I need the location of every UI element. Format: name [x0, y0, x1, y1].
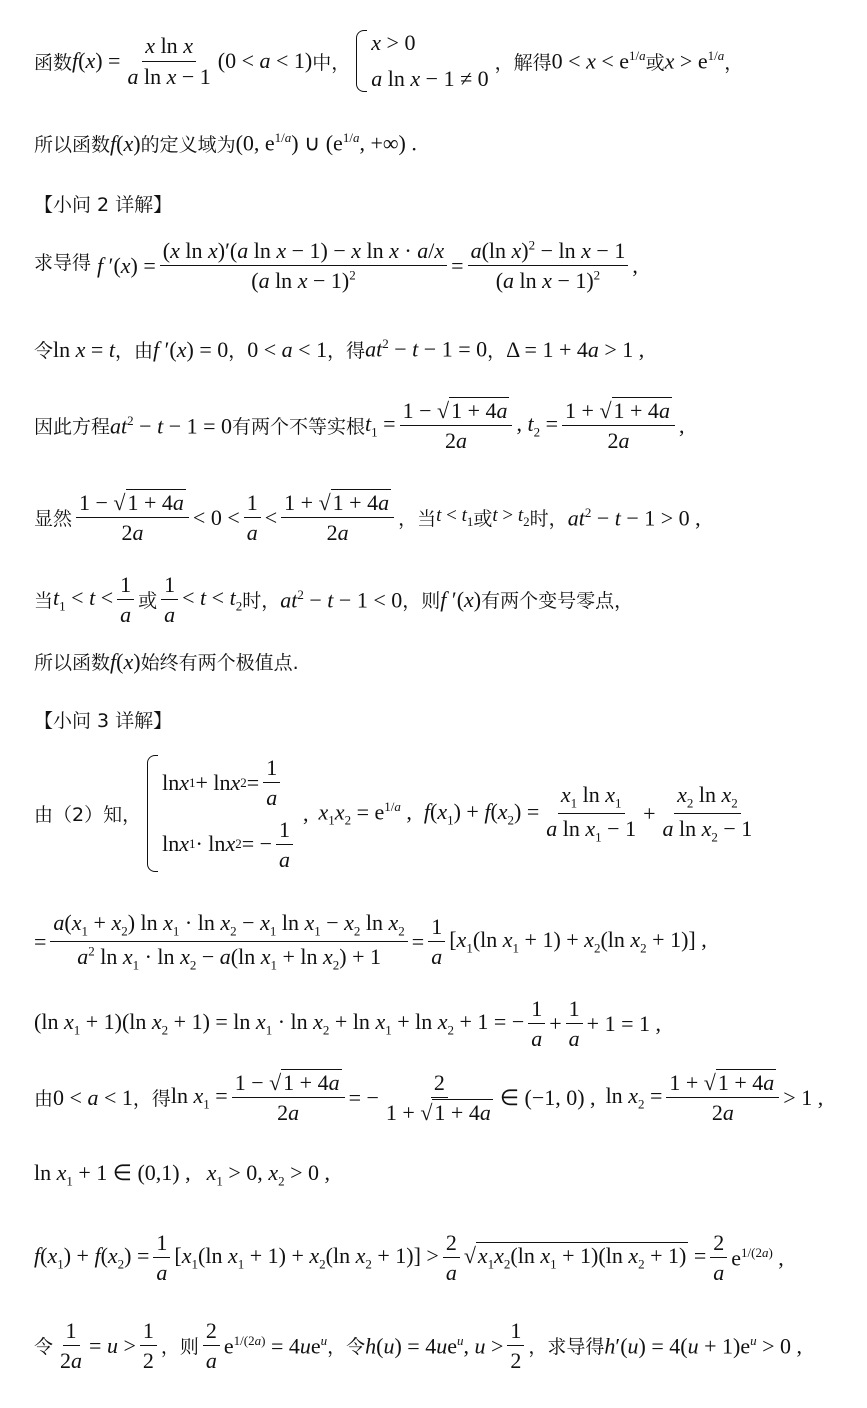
formula-domain: (0, $e^{1/a}$) ∪ ($e^{1/a}$, +∞) .	[235, 130, 417, 156]
text-from: ，由	[114, 340, 153, 362]
fraction-1-over-a-2: $\frac{1}{a}$	[117, 572, 134, 628]
formula-u-gt: = u >	[89, 1332, 136, 1358]
text-let-2: 令	[34, 1336, 54, 1359]
formula-t2: , $t_2$ =	[516, 411, 559, 440]
fraction-derivative-1: $\frac{\text{(x ln x)′(a ln x − 1) − x ln x · a/x}}{(a \ln x - 1)^2}$	[160, 238, 447, 294]
text-comma-3: ，	[487, 340, 507, 362]
fraction-t1: $\frac{1 - √1 + 4a}{2a}$	[400, 398, 513, 454]
formula-product-identity: (ln $x_1 + 1)(\ln$ $x_2 + 1) = \ln x_1 \cdot \ln x_2 + \ln x_1 + \ln x_2 + 1$ = −	[34, 1009, 525, 1038]
text-two-roots: 有两个不等实根	[232, 416, 366, 439]
formula-fx-2: f(x)	[110, 648, 141, 674]
formula-gt-1: > 1 ,	[783, 1084, 824, 1110]
fraction-rationalized: $\frac{2}{1 + √1 + 4a}$	[385, 1070, 491, 1126]
fraction-1-over-a-3: $\frac{1}{a}$	[161, 572, 178, 628]
line-domain-result	[34, 130, 417, 157]
system-domain: x > 0 a ln x − 1 ≠ 0	[356, 30, 488, 92]
formula-comma: ,	[632, 252, 638, 278]
formula-hu: $h(u) = 4ue^u$, u >	[365, 1332, 504, 1358]
formula-bracket-sum-2: [$x_1(\ln$ $x_1 + 1) + x_2(\ln$ $x_2 + 1$)] >	[174, 1243, 439, 1272]
text-sign-changes: 有两个变号零点，	[481, 590, 634, 613]
formula-sol2: $x > e^{1/a}$	[664, 47, 725, 74]
text-therefore-eq: 因此方程	[34, 416, 111, 439]
fraction-t2: $\frac{1 + √1 + 4a}{2a}$	[562, 398, 675, 454]
formula-plus: +	[643, 800, 656, 826]
formula-quadratic: $at^2 - t - 1 = 0$	[365, 336, 488, 362]
text-time-2: 时，	[242, 590, 281, 613]
text-let-3: ，令	[327, 1336, 366, 1359]
formula-result-1: + 1 = 1 ,	[586, 1010, 661, 1036]
formula-fprime-zero: f ′(x) = 0	[152, 336, 229, 362]
line-lnx-range	[34, 1070, 823, 1126]
fraction-t2-b: $\frac{1 + √1 + 4a}{2a}$	[281, 490, 394, 546]
formula-fx-def: f(x) =	[72, 48, 121, 73]
text-or: 或	[645, 51, 665, 74]
fraction-1-over-a-7: $\frac{1}{a}$	[153, 1230, 170, 1286]
formula-sol1: $0 < x < e^{1/a}$	[551, 47, 646, 74]
line-am-gm	[34, 1230, 784, 1286]
text-time: 时，	[529, 508, 568, 531]
text-solve: ，解得	[494, 51, 552, 74]
line-negative-interval	[34, 572, 633, 628]
formula-comma-3: ,	[303, 800, 309, 826]
formula-sqrt: $√x_1x_2(\ln$ $x_1 + 1)(\ln$ $x_2 + 1$) =	[463, 1243, 707, 1272]
text-domain-is: 的定义域为	[140, 134, 236, 156]
formula-sum-f: $f(x_1) + f(x_2)$ =	[423, 798, 540, 828]
fraction-f-x2: $\frac{x_2 \ln x_2}{a \ln x_2 - 1}$	[662, 781, 753, 845]
fraction-2-over-a-2: $\frac{2}{a}$	[710, 1230, 727, 1286]
formula-fprime: f ′(x) =	[97, 252, 156, 278]
formula-plus-2: +	[549, 1010, 562, 1036]
text-middle: 中，	[312, 51, 351, 74]
text-two-extrema: 始终有两个极值点.	[140, 652, 299, 674]
fraction-derivative-2: $\frac{a(\ln x)^2 - \ln x - 1}{(a \ln x - 1)^2}$	[468, 238, 629, 294]
fraction-t1-b: $\frac{1 - √1 + 4a}{2a}$	[76, 490, 189, 546]
formula-ineq: < 0 <	[192, 504, 240, 530]
formula-eq-start: =	[34, 928, 47, 954]
text-or-2: 或	[473, 508, 493, 531]
heading-question-2: 【小问 2 详解】	[34, 194, 173, 216]
formula-comma-2: ,	[678, 412, 685, 438]
fraction-half: $\frac{1}{2}$	[140, 1318, 157, 1374]
text-derive: 求导得	[34, 252, 92, 274]
formula-positivity: $\ln x_1 + 1$ ∈ (0,1) , $x_1 > 0$, $x_2 > 0$ ,	[34, 1160, 330, 1189]
formula-sum-f-2: $f(x_1) + f(x_2)$ =	[34, 1243, 150, 1272]
formula-t-gt-t2: $t > t_2$	[492, 505, 530, 530]
formula-eq-2: =	[411, 928, 425, 954]
formula-t1: $t_1$ =	[365, 411, 396, 440]
fraction-1-over-a-5: $\frac{1}{a}$	[528, 996, 545, 1052]
formula-negative: $at^2 - t - 1 < 0$	[280, 586, 403, 612]
formula-fx: f(x)	[110, 130, 141, 156]
text-when: ，当	[398, 508, 437, 531]
formula-lt: <	[264, 504, 278, 530]
text-let: 令	[34, 340, 54, 362]
text-from-3: 由	[34, 1088, 54, 1111]
formula-lnx1: $\ln x_1$ =	[170, 1083, 228, 1112]
fraction-half-2: $\frac{1}{2}$	[507, 1318, 524, 1374]
formula-a-range: (0 < a < 1)	[217, 48, 313, 73]
formula-4ueu: $e^{1/(2a)} = 4ue^u$	[223, 1332, 328, 1358]
fraction-t1-c: $\frac{1 - √1 + 4a}{2a}$	[232, 1070, 345, 1126]
text-so-function: 所以函数	[34, 134, 111, 156]
line-domain-condition	[34, 30, 743, 92]
formula-a-range-3: 0 < a < 1	[53, 1084, 133, 1110]
text-derive-2: ，求导得	[528, 1336, 605, 1359]
formula-discriminant: Δ = 1 + 4a > 1 ,	[506, 336, 645, 362]
fraction-2-over-a: $\frac{2}{a}$	[443, 1230, 460, 1286]
fraction-1-over-a: $\frac{1}{a}$	[244, 490, 261, 546]
line-roots	[34, 398, 684, 454]
formula-interval-2: < $t < t_2$	[182, 585, 243, 614]
line-conclusion-2	[34, 648, 299, 675]
line-positivity	[34, 1160, 330, 1189]
formula-equals: =	[451, 252, 464, 278]
formula-quadratic-2: $at^2 - t - 1 = 0$	[110, 412, 233, 438]
text-or-3: 或	[138, 590, 158, 613]
line-system-from-2	[34, 755, 759, 872]
fraction-2-over-a-3: $\frac{2}{a}$	[203, 1318, 220, 1374]
formula-a-range-2: 0 < a < 1	[247, 336, 328, 362]
text-comma: ，	[724, 51, 744, 74]
fraction-1-over-a-6: $\frac{1}{a}$	[566, 996, 583, 1052]
formula-eq-neg: = −	[348, 1084, 379, 1110]
text-get-2: ，得	[132, 1088, 171, 1111]
formula-positive: $at^2 - t - 1 > 0$ ,	[567, 504, 701, 530]
text-then-2: ，则	[160, 1336, 199, 1359]
text-comma-2: ，	[228, 340, 248, 362]
line-compare	[34, 490, 701, 546]
formula-in-interval: ∈ (−1, 0) ,	[499, 1084, 596, 1110]
formula-exp-1: $e^{1/(2a)}$ ,	[731, 1244, 784, 1270]
formula-lnx-t: ln x = t	[53, 336, 115, 362]
fraction-1-over-a-4: $\frac{1}{a}$	[428, 914, 445, 970]
fraction-t2-c: $\frac{1 + √1 + 4a}{2a}$	[666, 1070, 779, 1126]
line-product-identity	[34, 996, 661, 1052]
formula-lnx2: $\ln x_2$ =	[605, 1083, 663, 1112]
formula-interval-1: $t_1 < t$ <	[53, 585, 114, 614]
text-then: ，则	[402, 590, 441, 613]
line-simplify	[34, 910, 707, 974]
formula-t-lt-t1: $t < t_1$	[436, 505, 474, 530]
fraction-combined: $\frac{a(x_1 + x_2) \ln x_1 \cdot \ln x_2 - x_1 \ln x_1 - x_2 \ln x_2}{a^2 \ln x_1 \cdot \ln x_2 - a(\ln x_1 + \ln x_2) + 1}$	[50, 910, 407, 974]
fraction-1-over-2a: $\frac{1}{2a}$	[60, 1318, 83, 1374]
text-from-2: 由（2）知，	[34, 804, 142, 827]
line-substitution	[34, 336, 644, 363]
text-clearly: 显然	[34, 508, 73, 531]
line-derivative	[34, 238, 638, 294]
heading-question-3: 【小问 3 详解】	[34, 710, 173, 732]
line-substitution-u	[34, 1318, 802, 1374]
fraction-fx: $\frac{\text{x ln x}}{\text{a ln x − 1}}$	[127, 33, 211, 89]
text-get: ，得	[327, 340, 366, 362]
text-when-2: 当	[34, 590, 54, 613]
formula-product: $x_1x_2 = e^{1/a}$ ,	[318, 798, 412, 828]
formula-fprime-2: f ′(x)	[440, 586, 482, 612]
fraction-f-x1: $\frac{x_1 \ln x_1}{a \ln x_1 - 1}$	[546, 781, 637, 845]
text-so-function-2: 所以函数	[34, 652, 111, 674]
system-vieta: ln x 1 + ln x 2 = $\frac{1}{a}$ ln x 1 · ln x 2 = − $\frac{1}{a}$	[147, 755, 297, 872]
formula-hprime: $h'(u) = 4(u + 1)e^u > 0$ ,	[604, 1332, 803, 1358]
formula-bracket-sum: [$x_1(\ln$ $x_1 + 1) + x_2(\ln$ $x_2 + 1$)] ,	[449, 927, 707, 956]
text-function-label: 函数	[34, 51, 73, 74]
